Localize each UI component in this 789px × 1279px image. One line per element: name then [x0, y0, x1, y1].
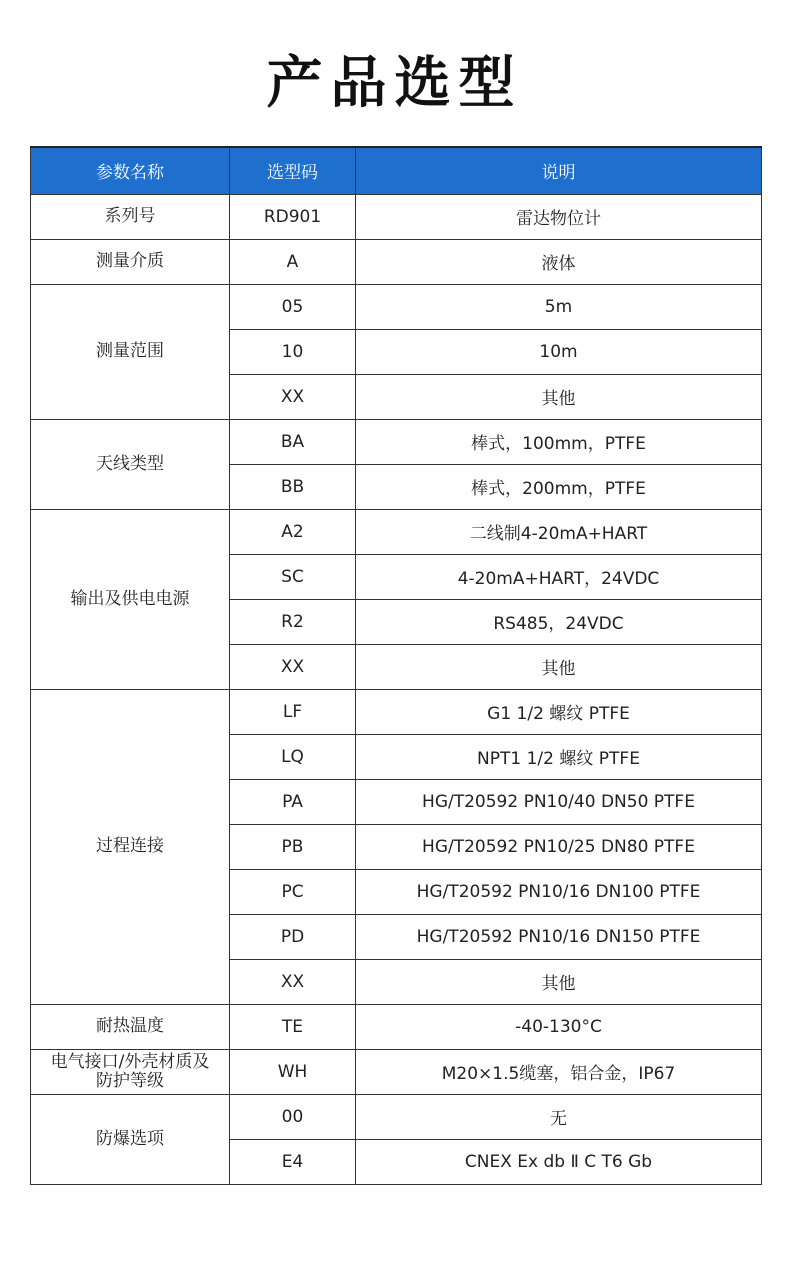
table-row: [31, 1049, 762, 1094]
desc-cell: -40-130°C: [356, 1004, 762, 1049]
param-housing-line1: 电气接口/外壳材质及: [50, 1051, 210, 1072]
param-medium: 测量介质: [31, 239, 230, 284]
code-cell: SC: [230, 554, 356, 599]
selection-table: [30, 146, 762, 1185]
desc-cell: CNEX Ex db Ⅱ C T6 Gb: [356, 1139, 762, 1184]
desc-cell: 10m: [356, 329, 762, 374]
desc-cell: G1 1/2 螺纹 PTFE: [356, 689, 762, 734]
param-housing: [31, 1049, 230, 1094]
code-cell: A: [230, 239, 356, 284]
desc-cell: 棒式，200mm，PTFE: [356, 464, 762, 509]
table-row: [31, 509, 762, 554]
desc-cell: HG/T20592 PN10/16 DN100 PTFE: [356, 869, 762, 914]
table-row: [31, 284, 762, 329]
table-header-row: [31, 147, 762, 194]
code-cell: E4: [230, 1139, 356, 1184]
param-temperature: 耐热温度: [31, 1004, 230, 1049]
code-cell: PC: [230, 869, 356, 914]
code-cell: A2: [230, 509, 356, 554]
desc-cell: 棒式，100mm，PTFE: [356, 419, 762, 464]
code-cell: XX: [230, 959, 356, 1004]
header-param: 参数名称: [31, 147, 230, 194]
table-row: [31, 1004, 762, 1049]
table-row: [31, 194, 762, 239]
param-explosion: 防爆选项: [31, 1094, 230, 1184]
code-cell: LQ: [230, 734, 356, 779]
table-row: [31, 1094, 762, 1139]
param-range: 测量范围: [31, 284, 230, 419]
page-title: 产品选型: [266, 51, 523, 116]
code-cell: BA: [230, 419, 356, 464]
param-antenna: 天线类型: [31, 419, 230, 509]
header-desc: 说明: [356, 147, 762, 194]
code-cell: LF: [230, 689, 356, 734]
desc-cell: 雷达物位计: [356, 194, 762, 239]
desc-cell: NPT1 1/2 螺纹 PTFE: [356, 734, 762, 779]
table-row: [31, 419, 762, 464]
desc-cell: M20×1.5缆塞，铝合金，IP67: [356, 1049, 762, 1094]
desc-cell: 其他: [356, 644, 762, 689]
code-cell: PA: [230, 779, 356, 824]
code-cell: PD: [230, 914, 356, 959]
code-cell: BB: [230, 464, 356, 509]
desc-cell: 其他: [356, 959, 762, 1004]
code-cell: R2: [230, 599, 356, 644]
desc-cell: HG/T20592 PN10/25 DN80 PTFE: [356, 824, 762, 869]
param-series: 系列号: [31, 194, 230, 239]
code-cell: 10: [230, 329, 356, 374]
param-process: 过程连接: [31, 689, 230, 1004]
desc-cell: 5m: [356, 284, 762, 329]
param-output: 输出及供电电源: [31, 509, 230, 689]
desc-cell: RS485，24VDC: [356, 599, 762, 644]
desc-cell: 4-20mA+HART，24VDC: [356, 554, 762, 599]
desc-cell: HG/T20592 PN10/40 DN50 PTFE: [356, 779, 762, 824]
header-code: 选型码: [230, 147, 356, 194]
desc-cell: HG/T20592 PN10/16 DN150 PTFE: [356, 914, 762, 959]
code-cell: 00: [230, 1094, 356, 1139]
code-cell: PB: [230, 824, 356, 869]
code-cell: XX: [230, 374, 356, 419]
desc-cell: 液体: [356, 239, 762, 284]
code-cell: RD901: [230, 194, 356, 239]
desc-cell: 二线制4-20mA+HART: [356, 509, 762, 554]
table-row: [31, 239, 762, 284]
param-housing-line2: 防护等级: [96, 1070, 164, 1091]
desc-cell: 无: [356, 1094, 762, 1139]
table-row: [31, 689, 762, 734]
desc-cell: 其他: [356, 374, 762, 419]
code-cell: TE: [230, 1004, 356, 1049]
code-cell: XX: [230, 644, 356, 689]
code-cell: 05: [230, 284, 356, 329]
code-cell: WH: [230, 1049, 356, 1094]
